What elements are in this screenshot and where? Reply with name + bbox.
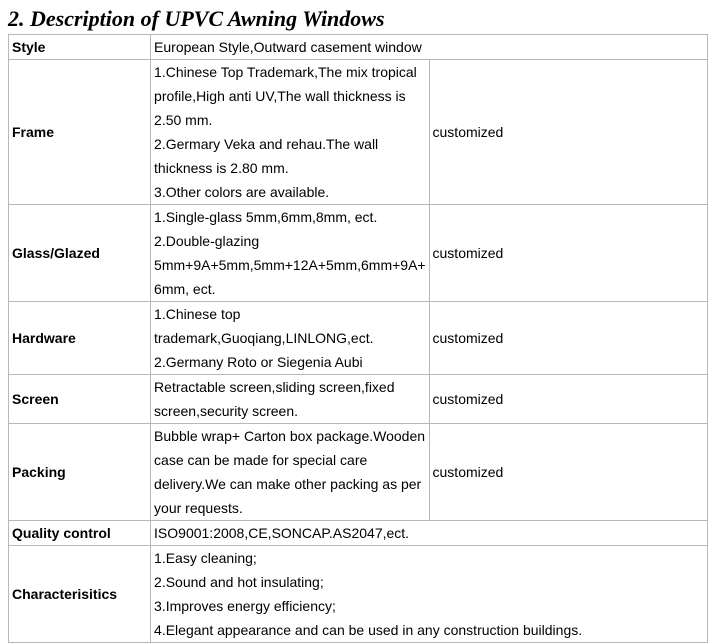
page-title: 2. Description of UPVC Awning Windows [8,6,385,31]
row-label: Glass/Glazed [9,205,151,302]
description-line: Retractable screen,sliding screen,fixed screen,security screen. [154,379,395,419]
row-description [151,521,708,546]
row-label: Style [9,35,151,60]
description-line: 2.Germary Veka and rehau.The wall thickness is 2.80 mm. [154,136,379,176]
row-label: Characterisitics [9,546,151,643]
table-row-hardware [9,302,708,375]
table-row-frame [9,60,708,205]
table-row-characteristics [9,546,708,643]
description-line: ISO9001:2008,CE,SONCAP.AS2047,ect. [154,525,410,541]
description-line: 3.Improves energy efficiency; [154,598,336,614]
description-line: European Style,Outward casement window [154,39,422,55]
description-line: 1.Easy cleaning; [154,550,257,566]
row-description [151,546,708,643]
description-line: 3.Other colors are available. [154,184,330,200]
row-description [151,60,429,205]
row-note: customized [429,60,707,205]
description-line: 1.Single-glass 5mm,6mm,8mm, ect. [154,209,378,225]
row-description [151,302,429,375]
row-note: customized [429,424,707,521]
row-description [151,205,429,302]
table-row-glass [9,205,708,302]
row-description [151,424,429,521]
spec-table [8,34,708,643]
table-row-quality-control [9,521,708,546]
description-line: Bubble wrap+ Carton box package.Wooden case can be made for special care delivery.We can make other packing as per your requests. [154,428,426,516]
row-label: Frame [9,60,151,205]
row-label: Hardware [9,302,151,375]
row-note: customized [429,205,707,302]
row-label: Quality control [9,521,151,546]
table-row-style [9,35,708,60]
description-line: 4.Elegant appearance and can be used in any construction buildings. [154,622,583,638]
description-line: 1.Chinese top trademark,Guoqiang,LINLONG,ect. [154,306,374,346]
description-line: 1.Chinese Top Trademark,The mix tropical profile,High anti UV,The wall thickness is 2.50 mm. [154,64,417,128]
row-note: customized [429,375,707,424]
row-label: Screen [9,375,151,424]
description-line: 2.Double-glazing 5mm+9A+5mm,5mm+12A+5mm,6mm+9A+6mm, ect. [154,233,426,297]
row-note: customized [429,302,707,375]
table-row-packing [9,424,708,521]
description-line: 2.Germany Roto or Siegenia Aubi [154,354,363,370]
row-description [151,35,708,60]
description-line: 2.Sound and hot insulating; [154,574,324,590]
row-description [151,375,429,424]
table-row-screen [9,375,708,424]
row-label: Packing [9,424,151,521]
